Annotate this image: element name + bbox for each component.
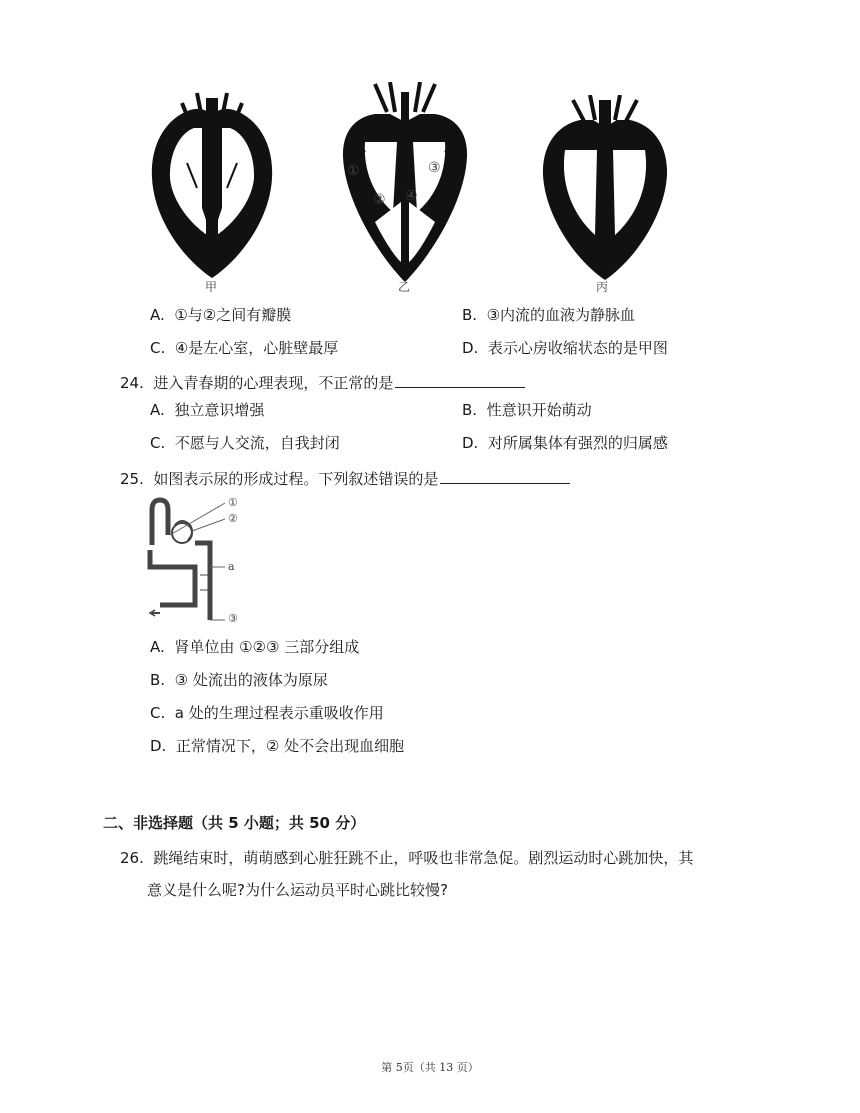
answer-blank[interactable] — [395, 371, 525, 388]
heart-figure-yi — [335, 82, 475, 287]
heart-figure-jia — [142, 88, 282, 288]
option-letter: A. — [150, 401, 165, 419]
option-text: a 处的生理过程表示重吸收作用 — [174, 704, 384, 722]
marker-3: ③ — [428, 160, 441, 176]
option-letter: C. — [150, 704, 166, 722]
marker-2: ② — [373, 192, 386, 208]
q23-option-a — [150, 305, 291, 325]
q24-stem — [120, 371, 525, 393]
option-letter: C. — [150, 339, 166, 357]
answer-blank[interactable] — [440, 467, 570, 484]
option-text: ③内流的血液为静脉血 — [486, 306, 636, 324]
option-letter: B. — [150, 671, 166, 689]
nephron-label-2: ② — [228, 512, 238, 525]
heart-figure-bing — [535, 95, 675, 285]
q25-option-b — [150, 670, 328, 690]
question-text: 进入青春期的心理表现，不正常的是 — [153, 374, 394, 392]
option-letter: A. — [150, 306, 165, 324]
q26-line-2: 意义是什么呢?为什么运动员平时心跳比较慢? — [147, 881, 448, 899]
option-letter: D. — [150, 737, 167, 755]
question-text: 跳绳结束时，萌萌感到心脏狂跳不止，呼吸也非常急促。剧烈运动时心跳加快，其 — [153, 849, 694, 867]
q25-option-c — [150, 703, 384, 723]
question-number: 24. — [120, 374, 144, 392]
question-text: 如图表示尿的形成过程。下列叙述错误的是 — [153, 470, 439, 488]
option-text: 正常情况下，② 处不会出现血细胞 — [175, 737, 405, 755]
option-text: ④是左心室，心脏壁最厚 — [174, 339, 339, 357]
option-text: 表示心房收缩状态的是甲图 — [487, 339, 668, 357]
option-letter: B. — [462, 306, 478, 324]
q24-option-c — [150, 433, 340, 453]
q26-line-1 — [120, 843, 780, 873]
caption-yi: 乙 — [398, 280, 411, 294]
option-text: 性意识开始萌动 — [486, 401, 592, 419]
q24-option-a — [150, 400, 264, 420]
q25-option-a — [150, 637, 359, 657]
q24-option-d — [462, 433, 668, 453]
q23-option-b — [462, 305, 635, 325]
nephron-label-3: ③ — [228, 612, 238, 625]
option-text: ③ 处流出的液体为原尿 — [174, 671, 328, 689]
option-letter: A. — [150, 638, 165, 656]
marker-4: ④ — [405, 188, 418, 204]
option-text: 不愿与人交流，自我封闭 — [174, 434, 340, 452]
option-text: ①与②之间有瓣膜 — [174, 306, 292, 324]
option-text: 独立意识增强 — [174, 401, 265, 419]
nephron-label-1: ① — [228, 496, 238, 509]
option-letter: D. — [462, 434, 479, 452]
question-number: 25. — [120, 470, 144, 488]
q23-option-c — [150, 338, 338, 358]
option-letter: D. — [462, 339, 479, 357]
option-text: 对所属集体有强烈的归属感 — [487, 434, 668, 452]
q23-option-d — [462, 338, 668, 358]
q25-stem — [120, 467, 570, 489]
marker-1: ① — [347, 163, 360, 179]
option-text: 肾单位由 ①②③ 三部分组成 — [174, 638, 360, 656]
q24-option-b — [462, 400, 592, 420]
q25-option-d — [150, 736, 404, 756]
caption-jia: 甲 — [205, 280, 218, 294]
section-title: 二、非选择题（共 5 小题；共 50 分） — [103, 814, 366, 832]
page-footer: 第 5页（共 13 页） — [381, 1061, 479, 1074]
option-letter: C. — [150, 434, 166, 452]
nephron-label-a: a — [228, 560, 235, 573]
caption-bing: 丙 — [596, 280, 609, 294]
question-number: 26. — [120, 849, 144, 867]
option-letter: B. — [462, 401, 478, 419]
